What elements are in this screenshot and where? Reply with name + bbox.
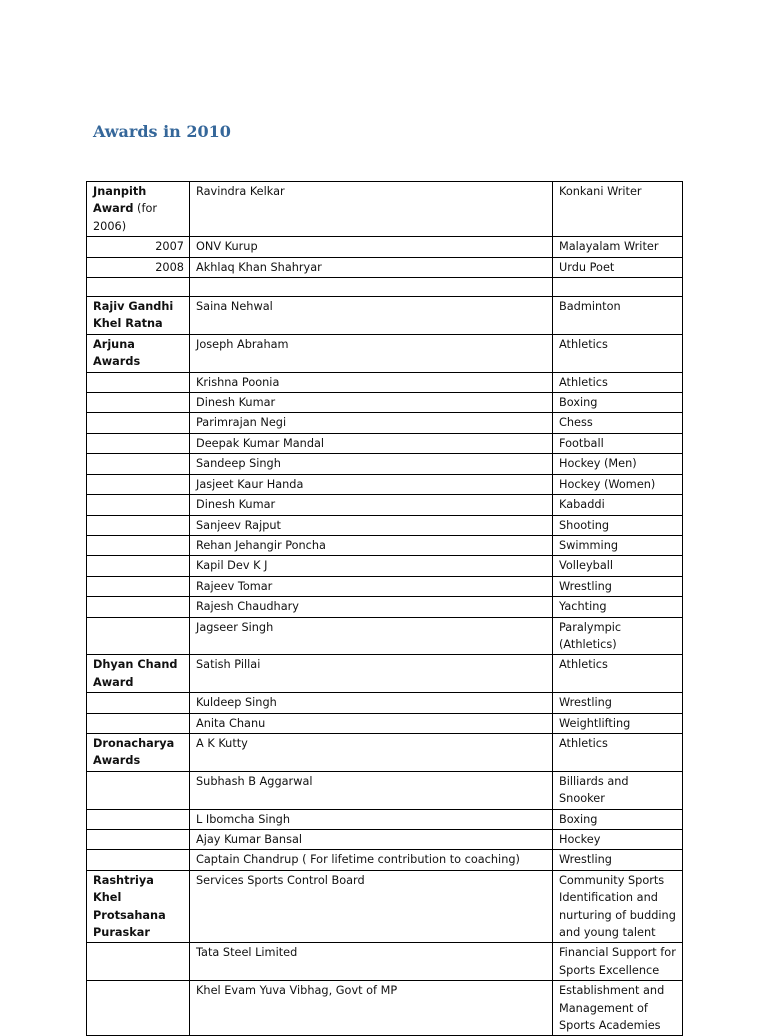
table-row [87,535,683,555]
table-row [87,182,683,237]
field-cell: Boxing [553,809,683,829]
award-year-cell: 2007 [87,237,190,257]
table-row [87,372,683,392]
field-cell: Konkani Writer [553,182,683,237]
table-row [87,393,683,413]
field-cell: Yachting [553,597,683,617]
field-cell: Hockey (Men) [553,454,683,474]
page-title: Awards in 2010 [93,122,231,141]
award-category-cell [87,771,190,809]
field-cell: Athletics [553,334,683,372]
blank-row [87,278,683,297]
field-cell: Athletics [553,372,683,392]
table-row [87,597,683,617]
award-category-cell: Arjuna Awards [87,334,190,372]
award-category-cell [87,474,190,494]
recipient-cell: Deepak Kumar Mandal [190,433,553,453]
recipient-cell: Jasjeet Kaur Handa [190,474,553,494]
field-cell: Volleyball [553,556,683,576]
table-row [87,237,683,257]
recipient-cell: Sandeep Singh [190,454,553,474]
field-cell: Urdu Poet [553,257,683,277]
award-year-cell: 2008 [87,257,190,277]
recipient-cell: Rehan Jehangir Poncha [190,535,553,555]
award-category-note: (for 2006) [93,202,158,233]
award-category-cell [87,556,190,576]
field-cell: Hockey (Women) [553,474,683,494]
award-category-cell [87,693,190,713]
award-category-cell [87,433,190,453]
table-row [87,830,683,850]
empty-cell [553,278,683,297]
award-category-cell [87,182,190,237]
award-category-cell [87,943,190,981]
award-category-cell [87,515,190,535]
recipient-cell: Akhlaq Khan Shahryar [190,257,553,277]
field-cell: Wrestling [553,850,683,870]
table-row [87,809,683,829]
field-cell: Shooting [553,515,683,535]
field-cell: Financial Support for Sports Excellence [553,943,683,981]
award-category-cell: Rajiv Gandhi Khel Ratna [87,297,190,335]
table-row [87,870,683,943]
award-category: Jnanpith Award [93,185,147,216]
recipient-cell: Anita Chanu [190,713,553,733]
award-category-cell [87,576,190,596]
recipient-cell: Khel Evam Yuva Vibhag, Govt of MP [190,981,553,1036]
table-row [87,515,683,535]
award-category-cell [87,713,190,733]
field-cell: Kabaddi [553,495,683,515]
table-row [87,297,683,335]
recipient-cell: Rajesh Chaudhary [190,597,553,617]
recipient-cell: Services Sports Control Board [190,870,553,943]
recipient-cell: L Ibomcha Singh [190,809,553,829]
recipient-cell: Krishna Poonia [190,372,553,392]
award-category-cell [87,850,190,870]
recipient-cell: Kapil Dev K J [190,556,553,576]
table-row [87,617,683,655]
empty-cell [190,278,553,297]
field-cell: Football [553,433,683,453]
table-row [87,693,683,713]
empty-cell [87,278,190,297]
table-row [87,713,683,733]
table-row [87,334,683,372]
award-category-cell [87,830,190,850]
field-cell: Chess [553,413,683,433]
recipient-cell: Captain Chandrup ( For lifetime contribution to coaching) [190,850,553,870]
field-cell: Paralympic (Athletics) [553,617,683,655]
table-row [87,495,683,515]
recipient-cell: Subhash B Aggarwal [190,771,553,809]
field-cell: Wrestling [553,576,683,596]
field-cell: Boxing [553,393,683,413]
recipient-cell: Tata Steel Limited [190,943,553,981]
recipient-cell: Satish Pillai [190,655,553,693]
table-row [87,655,683,693]
award-category-cell [87,372,190,392]
award-category-cell [87,597,190,617]
recipient-cell: Dinesh Kumar [190,495,553,515]
field-cell: Hockey [553,830,683,850]
recipient-cell: ONV Kurup [190,237,553,257]
field-cell: Malayalam Writer [553,237,683,257]
award-category-cell [87,981,190,1036]
award-category-cell [87,413,190,433]
recipient-cell: Joseph Abraham [190,334,553,372]
field-cell: Athletics [553,733,683,771]
field-cell: Billiards and Snooker [553,771,683,809]
table-row [87,556,683,576]
award-category-cell: Dronacharya Awards [87,733,190,771]
award-category-cell: Rashtriya Khel Protsahana Puraskar [87,870,190,943]
field-cell: Establishment and Management of Sports Academies [553,981,683,1036]
award-category-cell [87,617,190,655]
field-cell: Community Sports Identification and nurturing of budding and young talent [553,870,683,943]
recipient-cell: Jagseer Singh [190,617,553,655]
field-cell: Badminton [553,297,683,335]
field-cell: Wrestling [553,693,683,713]
recipient-cell: Rajeev Tomar [190,576,553,596]
field-cell: Swimming [553,535,683,555]
award-category-cell [87,495,190,515]
awards-table [86,181,683,1036]
table-row [87,413,683,433]
award-category-cell [87,809,190,829]
table-row [87,454,683,474]
table-row [87,576,683,596]
recipient-cell: Kuldeep Singh [190,693,553,713]
table-row [87,771,683,809]
award-category-cell [87,535,190,555]
award-category-cell [87,393,190,413]
recipient-cell: Ravindra Kelkar [190,182,553,237]
table-row [87,850,683,870]
recipient-cell: Ajay Kumar Bansal [190,830,553,850]
table-row [87,943,683,981]
table-row [87,733,683,771]
table-row [87,981,683,1036]
table-row [87,433,683,453]
table-row [87,257,683,277]
award-category-cell [87,454,190,474]
table-row [87,474,683,494]
recipient-cell: Sanjeev Rajput [190,515,553,535]
recipient-cell: Dinesh Kumar [190,393,553,413]
award-category-cell: Dhyan Chand Award [87,655,190,693]
field-cell: Weightlifting [553,713,683,733]
recipient-cell: Saina Nehwal [190,297,553,335]
field-cell: Athletics [553,655,683,693]
recipient-cell: Parimrajan Negi [190,413,553,433]
recipient-cell: A K Kutty [190,733,553,771]
